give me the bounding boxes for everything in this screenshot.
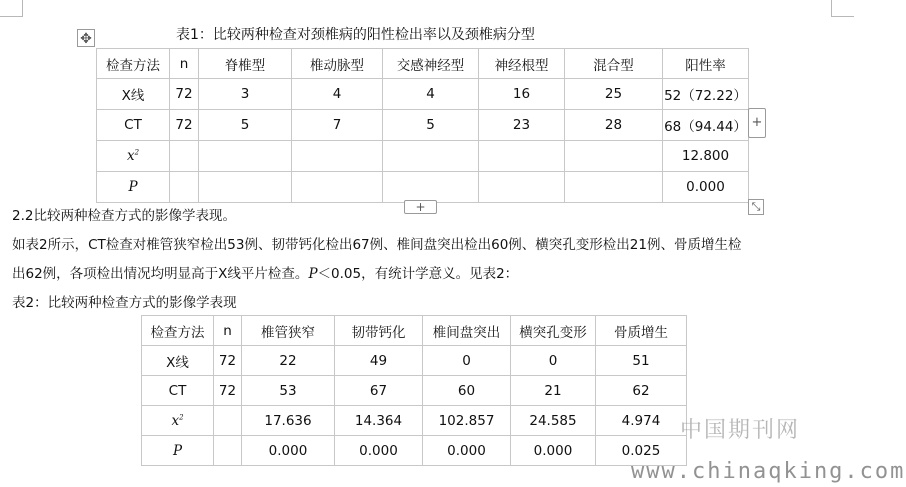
watermark-url: www.chinaqking.com bbox=[631, 459, 906, 484]
table1-cell: 3 bbox=[199, 79, 292, 110]
table1-row-xray bbox=[97, 79, 749, 110]
table2-cell: 49 bbox=[335, 346, 423, 376]
table1-cell bbox=[565, 172, 663, 203]
table1-chi-value: 12.800 bbox=[663, 141, 749, 172]
table1-cell: 16 bbox=[479, 79, 565, 110]
table1-cell: 5 bbox=[199, 110, 292, 141]
table1-cell bbox=[199, 172, 292, 203]
table2-header-cell: 韧带钙化 bbox=[335, 316, 423, 346]
table1-cell bbox=[383, 172, 479, 203]
table2-cell: 24.585 bbox=[511, 406, 596, 436]
table1-chi-label bbox=[97, 141, 170, 172]
table2-header-cell: 检查方法 bbox=[142, 316, 214, 346]
table1-cell: X线 bbox=[97, 79, 170, 110]
page-corner-mark-left bbox=[0, 0, 23, 17]
table2-cell: 51 bbox=[596, 346, 687, 376]
chi-superscript: 2 bbox=[179, 413, 184, 421]
table2-cell: CT bbox=[142, 376, 214, 406]
body-paragraph-line2 bbox=[12, 262, 518, 282]
table2-row-ct bbox=[142, 376, 687, 406]
table1-row-p bbox=[97, 172, 749, 203]
table1-cell: 5 bbox=[383, 110, 479, 141]
add-column-button[interactable]: + bbox=[748, 108, 766, 138]
table1-header-cell: 脊椎型 bbox=[199, 49, 292, 79]
table2-row-p bbox=[142, 436, 687, 466]
table2-cell: 0.000 bbox=[423, 436, 511, 466]
table2-cell: 0.000 bbox=[242, 436, 335, 466]
table-resize-handle-icon[interactable]: ⤡ bbox=[748, 199, 764, 215]
body-paragraph-line1: 如表2所示，CT检查对椎管狭窄检出53例、韧带钙化检出67例、椎间盘突出检出60例、横突孔变形检出21例、骨质增生检 bbox=[12, 237, 742, 253]
table1-cell bbox=[170, 172, 199, 203]
table2-cell: 0 bbox=[423, 346, 511, 376]
table2-p-label: P bbox=[142, 436, 214, 466]
table1-header-cell: 混合型 bbox=[565, 49, 663, 79]
table1-cell: 72 bbox=[170, 79, 199, 110]
table2-cell: 67 bbox=[335, 376, 423, 406]
table2-header-cell: 椎管狭窄 bbox=[242, 316, 335, 346]
table1-cell: 7 bbox=[292, 110, 383, 141]
section-heading: 2.2比较两种检查方式的影像学表现。 bbox=[12, 208, 236, 224]
table1-cell: 25 bbox=[565, 79, 663, 110]
chi-symbol: x bbox=[171, 412, 180, 429]
table1-cell bbox=[199, 141, 292, 172]
table1-row-chi-square bbox=[97, 141, 749, 172]
table1-header-cell: 神经根型 bbox=[479, 49, 565, 79]
table1-cell: 23 bbox=[479, 110, 565, 141]
table1-cell: 72 bbox=[170, 110, 199, 141]
table1-cell: 28 bbox=[565, 110, 663, 141]
table1-cell bbox=[292, 141, 383, 172]
table2-header-row bbox=[142, 316, 687, 346]
body-text: ＜0.05，有统计学意义。见表2： bbox=[317, 266, 519, 282]
table1-caption: 表1：比较两种检查对颈椎病的阳性检出率以及颈椎病分型 bbox=[176, 27, 535, 43]
table2-cell bbox=[214, 436, 242, 466]
table2-cell: 0 bbox=[511, 346, 596, 376]
table1-cell: 68（94.44） bbox=[663, 110, 749, 141]
table2-cell: 60 bbox=[423, 376, 511, 406]
table1-cell: 52（72.22） bbox=[663, 79, 749, 110]
table1-cell bbox=[479, 172, 565, 203]
table2-row-xray bbox=[142, 346, 687, 376]
table1-cell bbox=[479, 141, 565, 172]
add-row-button[interactable]: + bbox=[404, 200, 437, 214]
table2-header-cell: 横突孔变形 bbox=[511, 316, 596, 346]
table2-cell: 0.000 bbox=[511, 436, 596, 466]
table-move-handle-icon[interactable]: ✥ bbox=[77, 29, 95, 47]
table2-cell: 14.364 bbox=[335, 406, 423, 436]
table1-cell bbox=[565, 141, 663, 172]
table2-imaging-findings bbox=[141, 315, 687, 466]
table1-cell: 4 bbox=[383, 79, 479, 110]
table1-p-label: P bbox=[97, 172, 170, 203]
table2-cell: 72 bbox=[214, 346, 242, 376]
table2-header-cell: 椎间盘突出 bbox=[423, 316, 511, 346]
table2-cell: 17.636 bbox=[242, 406, 335, 436]
table1-cell: 4 bbox=[292, 79, 383, 110]
table2-cell: 62 bbox=[596, 376, 687, 406]
table2-cell: 0.025 bbox=[596, 436, 687, 466]
table1-header-cell: 交感神经型 bbox=[383, 49, 479, 79]
chi-superscript: 2 bbox=[134, 148, 140, 157]
chi-symbol: x bbox=[126, 148, 135, 164]
table1-p-value: 0.000 bbox=[663, 172, 749, 203]
table1-cell bbox=[292, 172, 383, 203]
table2-cell: 53 bbox=[242, 376, 335, 406]
table2-cell: 4.974 bbox=[596, 406, 687, 436]
body-text: 出62例，各项检出情况均明显高于X线平片检查。 bbox=[12, 266, 309, 282]
table1-cell: CT bbox=[97, 110, 170, 141]
table1-header-row bbox=[97, 49, 749, 79]
table1-header-cell: 椎动脉型 bbox=[292, 49, 383, 79]
table1-cell bbox=[383, 141, 479, 172]
table1-header-cell: n bbox=[170, 49, 199, 79]
watermark-cn: 中国期刊网 bbox=[680, 418, 801, 443]
table1-header-cell: 检查方法 bbox=[97, 49, 170, 79]
table2-row-chi-square bbox=[142, 406, 687, 436]
table1-header-cell: 阳性率 bbox=[663, 49, 749, 79]
page-corner-mark-right bbox=[831, 0, 854, 17]
table1-row-ct bbox=[97, 110, 749, 141]
table2-cell: 22 bbox=[242, 346, 335, 376]
table1-positive-rate bbox=[96, 48, 749, 203]
table2-header-cell: 骨质增生 bbox=[596, 316, 687, 346]
table2-cell: 21 bbox=[511, 376, 596, 406]
table2-header-cell: n bbox=[214, 316, 242, 346]
table2-cell: 72 bbox=[214, 376, 242, 406]
table1-cell bbox=[170, 141, 199, 172]
table2-cell: 102.857 bbox=[423, 406, 511, 436]
table2-chi-label bbox=[142, 406, 214, 436]
table2-caption: 表2：比较两种检查方式的影像学表现 bbox=[12, 295, 237, 311]
table2-cell: X线 bbox=[142, 346, 214, 376]
p-symbol: P bbox=[308, 266, 318, 282]
table2-cell: 0.000 bbox=[335, 436, 423, 466]
table2-cell bbox=[214, 406, 242, 436]
